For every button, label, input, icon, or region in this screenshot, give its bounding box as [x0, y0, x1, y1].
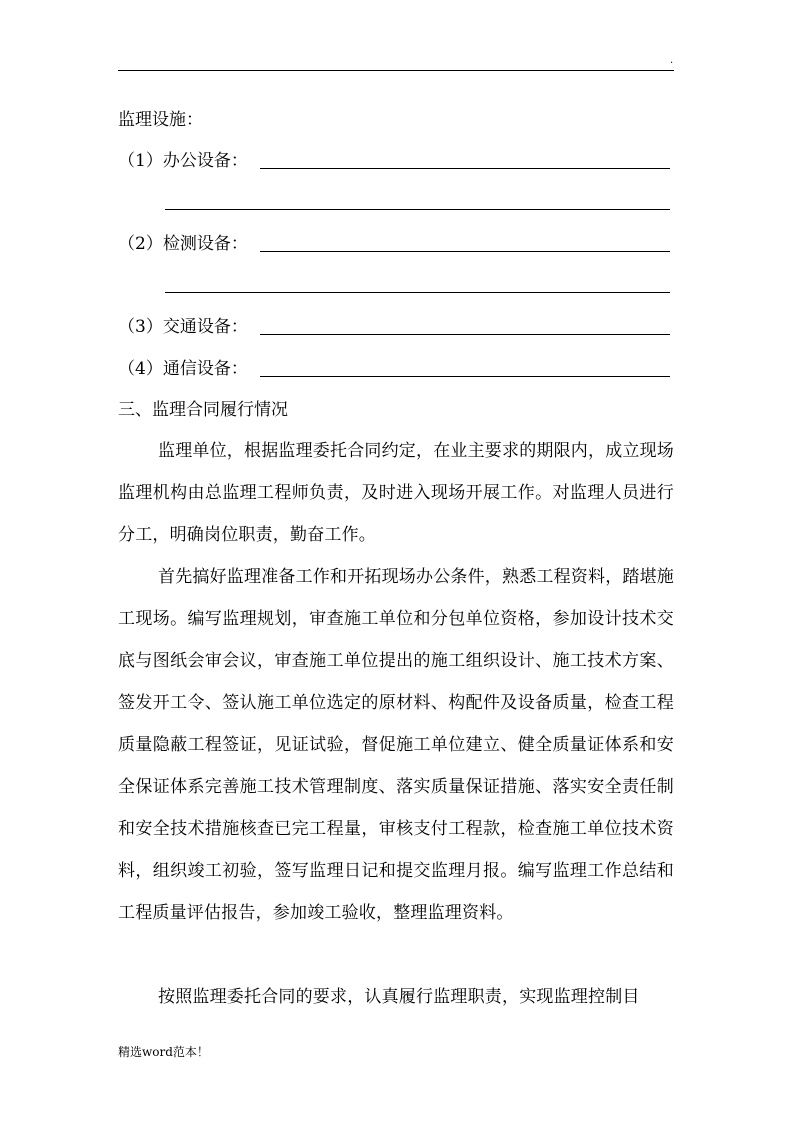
- paragraph-2: 首先搞好监理准备工作和开拓现场办公条件，熟悉工程资料，踏堪施工现场。编写监理规划，审查施工单位和分包单位资格，参加设计技术交底与图纸会审会议，审查施工单位提出的施工组织设计、施工技术方案、签发开工令、签认施工单位选定的原材料、构配件及设备质量，检查工程质量隐蔽工程签证，见证试验，督促施工单位建立、健全质量证体系和安全保证体系完善施工技术管理制度、落实质量保证措施、落实安全责任制和安全技术措施核查已完工程量，审核支付工程款，检查施工单位技术资料，组织竣工初验，签写监理日记和提交监理月报。编写监理工作总结和工程质量评估报告，参加竣工验收，整理监理资料。: [118, 567, 674, 923]
- communication-equipment-blank: [260, 376, 670, 377]
- facilities-title: 监理设施：: [118, 110, 203, 130]
- office-equipment-blank: [260, 168, 670, 169]
- office-equipment-label: （1）办公设备：: [118, 151, 248, 171]
- footer-text: 精选word范本！: [118, 1045, 209, 1059]
- paragraph-1: 监理单位，根据监理委托合同约定，在业主要求的期限内，成立现场监理机构由总监理工程师负责，及时进入现场开展工作。对监理人员进行分工，明确岗位职责，勤奋工作。: [118, 441, 674, 545]
- paragraph-3: 按照监理委托合同的要求，认真履行监理职责，实现监理控制目: [158, 987, 640, 1007]
- testing-equipment-blank-2: [165, 292, 670, 293]
- testing-equipment-label: （2）检测设备：: [118, 234, 248, 254]
- header-rule: [118, 70, 674, 71]
- office-equipment-blank-2: [165, 209, 670, 210]
- testing-equipment-blank: [260, 251, 670, 252]
- transport-equipment-blank: [260, 334, 670, 335]
- header-mark: .: [670, 55, 674, 66]
- section-heading: 三、监理合同履行情况: [118, 400, 288, 420]
- communication-equipment-label: （4）通信设备：: [118, 359, 248, 379]
- transport-equipment-label: （3）交通设备：: [118, 317, 248, 337]
